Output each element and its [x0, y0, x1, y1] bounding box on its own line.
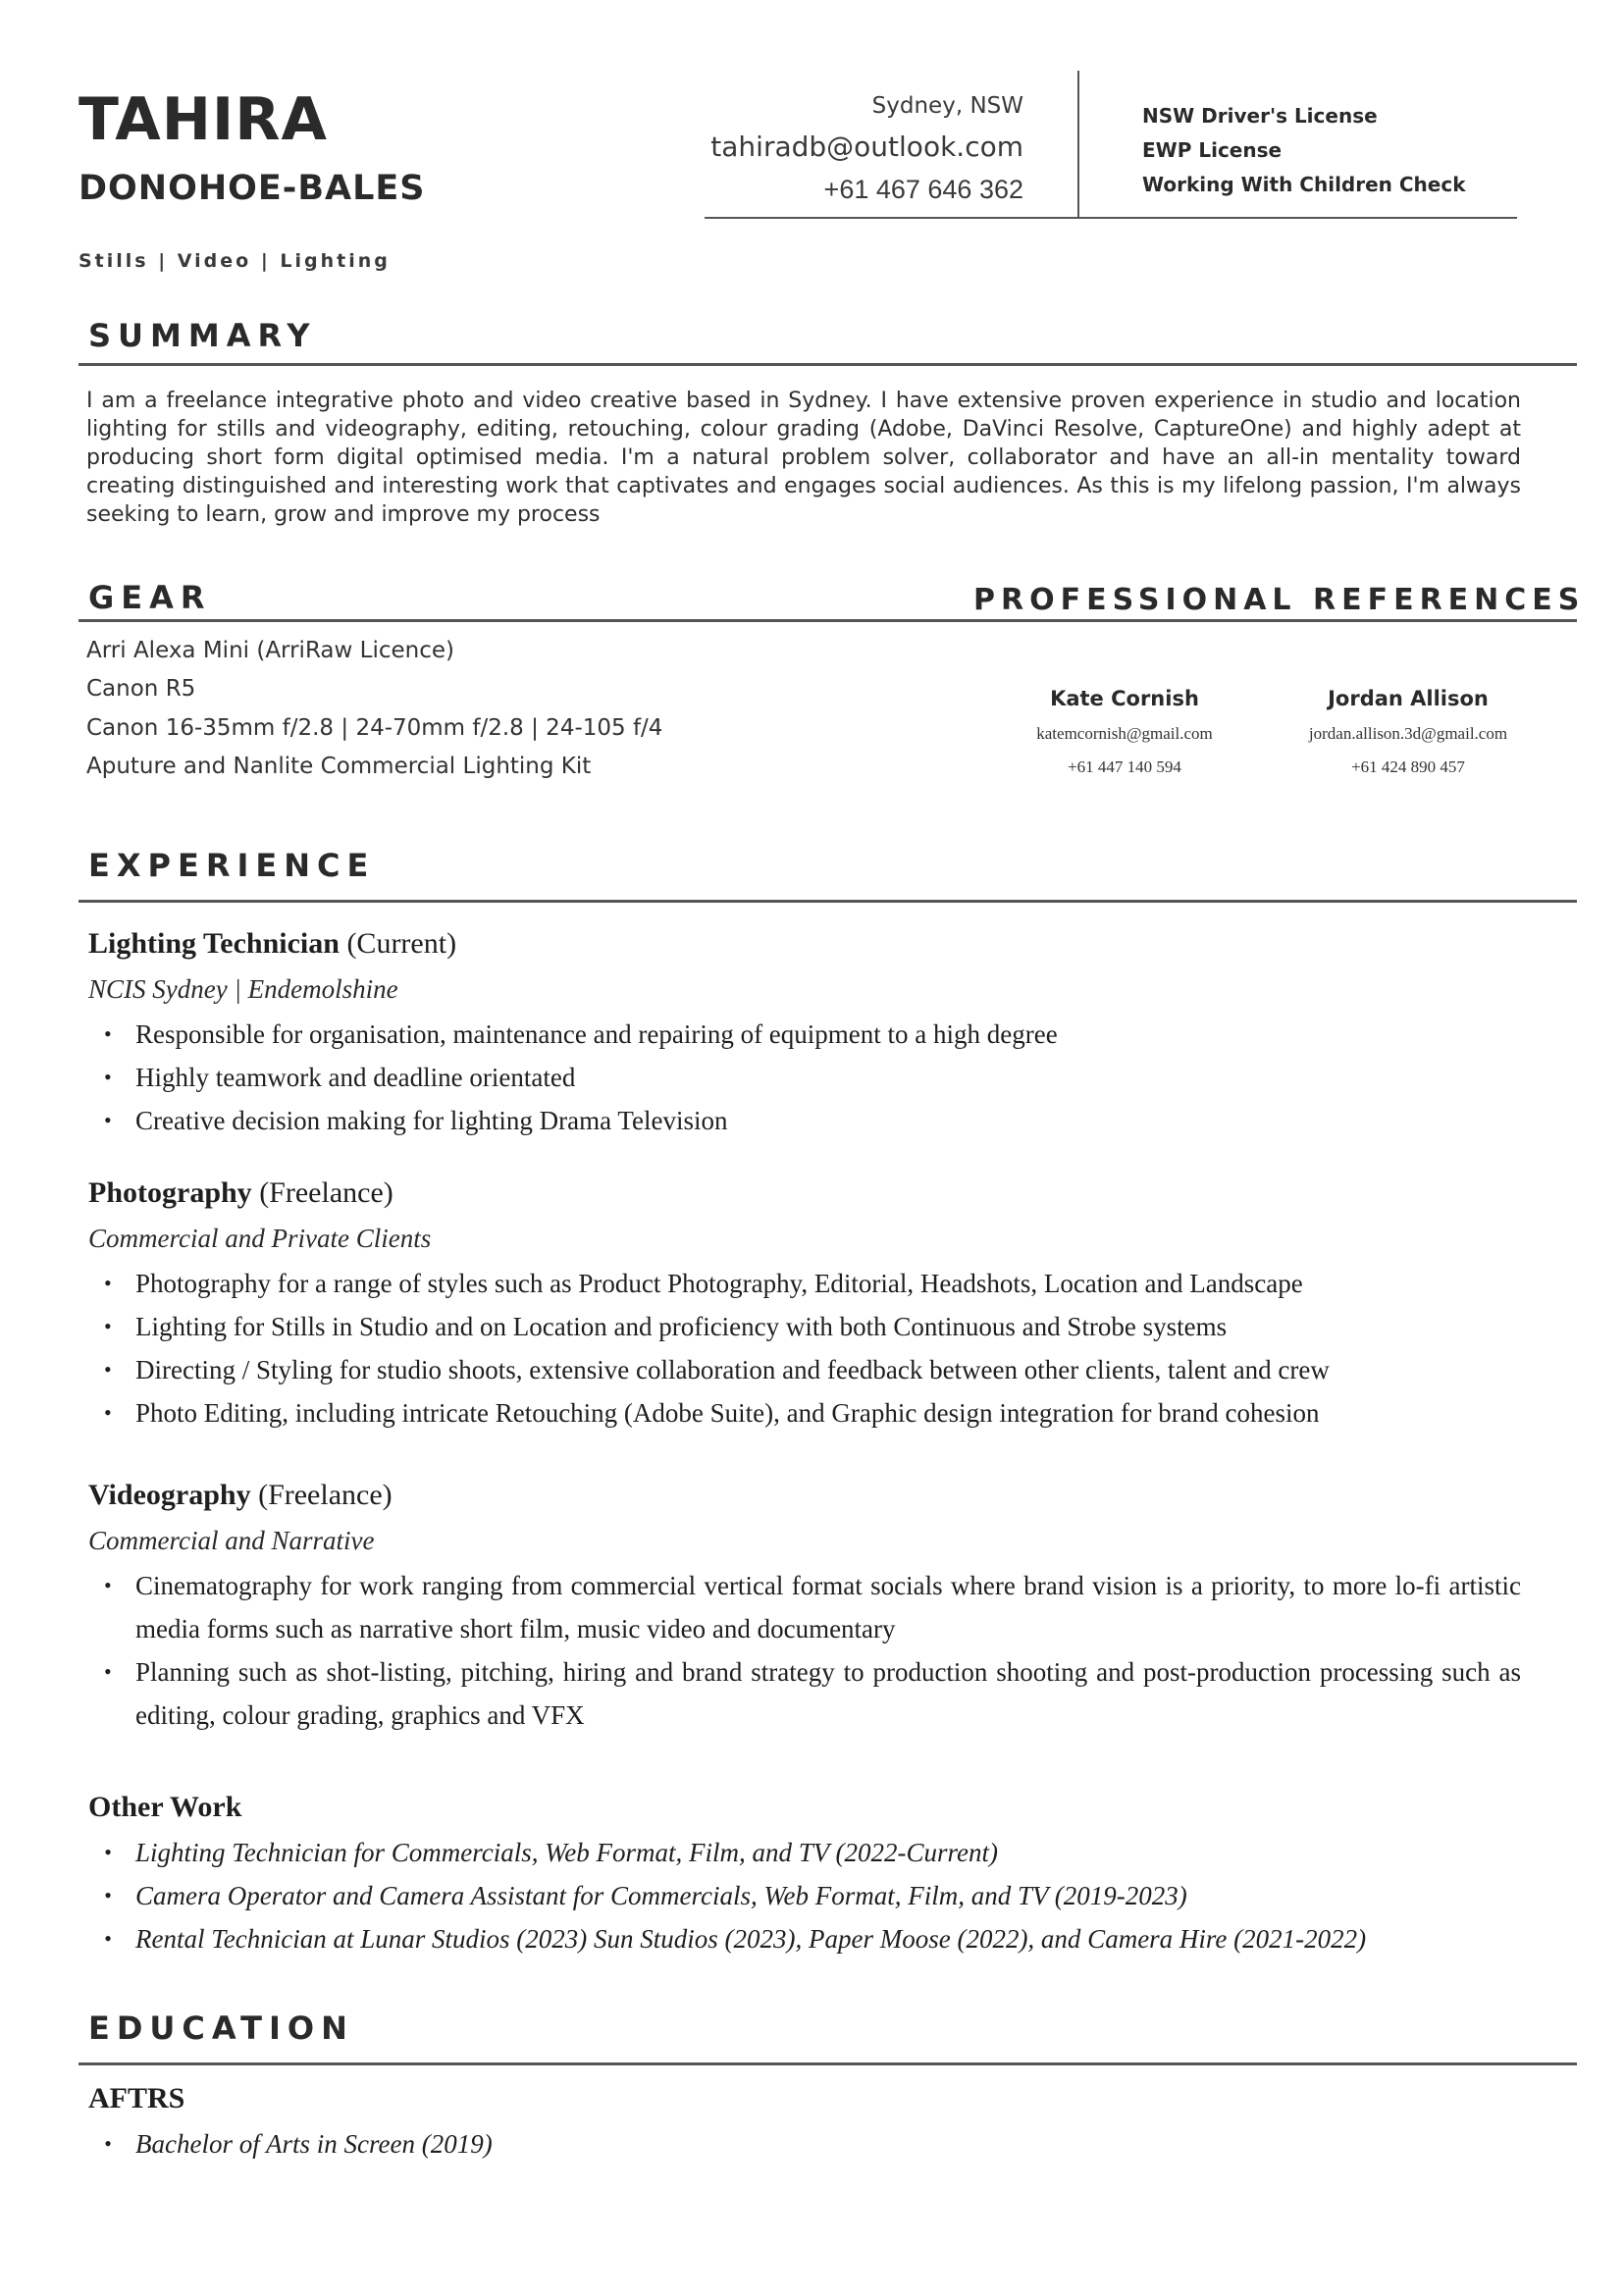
list-item: • Lighting Technician for Commercials, Web Format, Film, and TV (2022-Current)	[88, 1831, 1521, 1874]
license-wwcc: Working With Children Check	[1142, 173, 1466, 196]
experience-heading: EXPERIENCE	[88, 847, 376, 884]
gear-item: Aputure and Nanlite Commercial Lighting Kit	[86, 754, 592, 779]
last-name: DONOHOE-BALES	[79, 169, 426, 208]
gear-item: Canon 16-35mm f/2.8 | 24-70mm f/2.8 | 24-105 f/4	[86, 715, 663, 741]
license-drivers: NSW Driver's License	[1142, 104, 1378, 128]
job-type: (Freelance)	[259, 1176, 393, 1209]
job-bullets	[88, 1013, 1521, 1142]
other-work-title	[88, 1791, 241, 1824]
reference-phone: +61 447 140 594	[1068, 757, 1181, 776]
job-role: Lighting Technician	[88, 927, 340, 960]
location: Sydney, NSW	[871, 93, 1023, 119]
job-role: Videography	[88, 1479, 251, 1511]
list-item: • Lighting for Stills in Studio and on Location and proficiency with both Continuous and Strobe systems	[88, 1305, 1521, 1348]
header-divider-vertical	[1077, 71, 1079, 218]
list-item: • Creative decision making for lighting Drama Television	[88, 1099, 1521, 1142]
list-item: • Highly teamwork and deadline orientated	[88, 1056, 1521, 1099]
gear-references-rule	[79, 619, 1577, 622]
summary-text: I am a freelance integrative photo and video creative based in Sydney. I have extensive proven experience in studio and location lighting for stills and videography, editing, retouching, colour grading (Adobe, DaVinci Resolve, CaptureOne) and highly adept at producing short form digital optimised media. I'm a natural problem solver, collaborator and have an all-in mentality toward creating distinguished and interesting work that captivates and engages social audiences. As this is my lifelong passion, I'm always seeking to learn, grow and improve my process	[86, 389, 1521, 527]
school-label: AFTRS	[88, 2082, 185, 2114]
job-type: (Current)	[346, 927, 457, 960]
reference-email: jordan.allison.3d@gmail.com	[1308, 724, 1508, 743]
list-item: • Bachelor of Arts in Screen (2019)	[88, 2122, 1521, 2166]
license-ewp: EWP License	[1142, 138, 1283, 162]
reference-name: Jordan Allison	[1328, 687, 1489, 710]
job-org: NCIS Sydney | Endemolshine	[88, 974, 398, 1004]
job-role: Photography	[88, 1176, 252, 1209]
list-item: • Rental Technician at Lunar Studios (2023) Sun Studios (2023), Paper Moose (2022), and Camera Hire (2021-2022)	[88, 1917, 1521, 1960]
reference-card	[1261, 687, 1555, 777]
header-divider-left	[705, 217, 1079, 219]
job-title	[88, 1479, 393, 1512]
job-bullets	[88, 1262, 1521, 1435]
reference-card	[977, 687, 1272, 777]
summary-heading: SUMMARY	[88, 317, 317, 354]
header-divider-right	[1079, 217, 1517, 219]
job-title	[88, 927, 456, 961]
education-list	[88, 2122, 1521, 2166]
job-type: (Freelance)	[258, 1479, 393, 1511]
job-bullets	[88, 1564, 1521, 1737]
reference-phone: +61 424 890 457	[1351, 757, 1465, 776]
list-item: • Directing / Styling for studio shoots, extensive collaboration and feedback between other clients, talent and crew	[88, 1348, 1521, 1391]
other-work-list	[88, 1831, 1521, 1960]
list-item: • Photography for a range of styles such as Product Photography, Editorial, Headshots, Location and Landscape	[88, 1262, 1521, 1305]
experience-rule	[79, 900, 1577, 903]
first-name: TAHIRA	[79, 85, 328, 154]
references-heading: PROFESSIONAL REFERENCES	[973, 583, 1586, 617]
reference-name: Kate Cornish	[1050, 687, 1199, 710]
gear-item: Arri Alexa Mini (ArriRaw Licence)	[86, 638, 454, 663]
list-item: • Photo Editing, including intricate Retouching (Adobe Suite), and Graphic design integration for brand cohesion	[88, 1391, 1521, 1435]
job-org: Commercial and Narrative	[88, 1526, 375, 1555]
school-name	[88, 2082, 184, 2115]
phone: +61 467 646 362	[823, 175, 1023, 204]
email: tahiradb@outlook.com	[710, 130, 1023, 163]
list-item: • Planning such as shot-listing, pitching, hiring and brand strategy to production shooting and post-production processing such as editing, colour grading, graphics and VFX	[88, 1650, 1521, 1737]
education-rule	[79, 2062, 1577, 2065]
education-heading: EDUCATION	[88, 2009, 354, 2047]
list-item: • Camera Operator and Camera Assistant for Commercials, Web Format, Film, and TV (2019-2023)	[88, 1874, 1521, 1917]
list-item: • Cinematography for work ranging from commercial vertical format socials where brand vision is a priority, to more lo-fi artistic media forms such as narrative short film, music video and documentary	[88, 1564, 1521, 1650]
gear-heading: GEAR	[88, 579, 212, 616]
gear-item: Canon R5	[86, 676, 196, 702]
other-work-label: Other Work	[88, 1791, 242, 1823]
job-title	[88, 1176, 393, 1210]
tagline: Stills | Video | Lighting	[79, 250, 391, 272]
list-item: • Responsible for organisation, maintenance and repairing of equipment to a high degree	[88, 1013, 1521, 1056]
job-org: Commercial and Private Clients	[88, 1224, 432, 1253]
summary-rule	[79, 363, 1577, 366]
reference-email: katemcornish@gmail.com	[1036, 724, 1213, 743]
